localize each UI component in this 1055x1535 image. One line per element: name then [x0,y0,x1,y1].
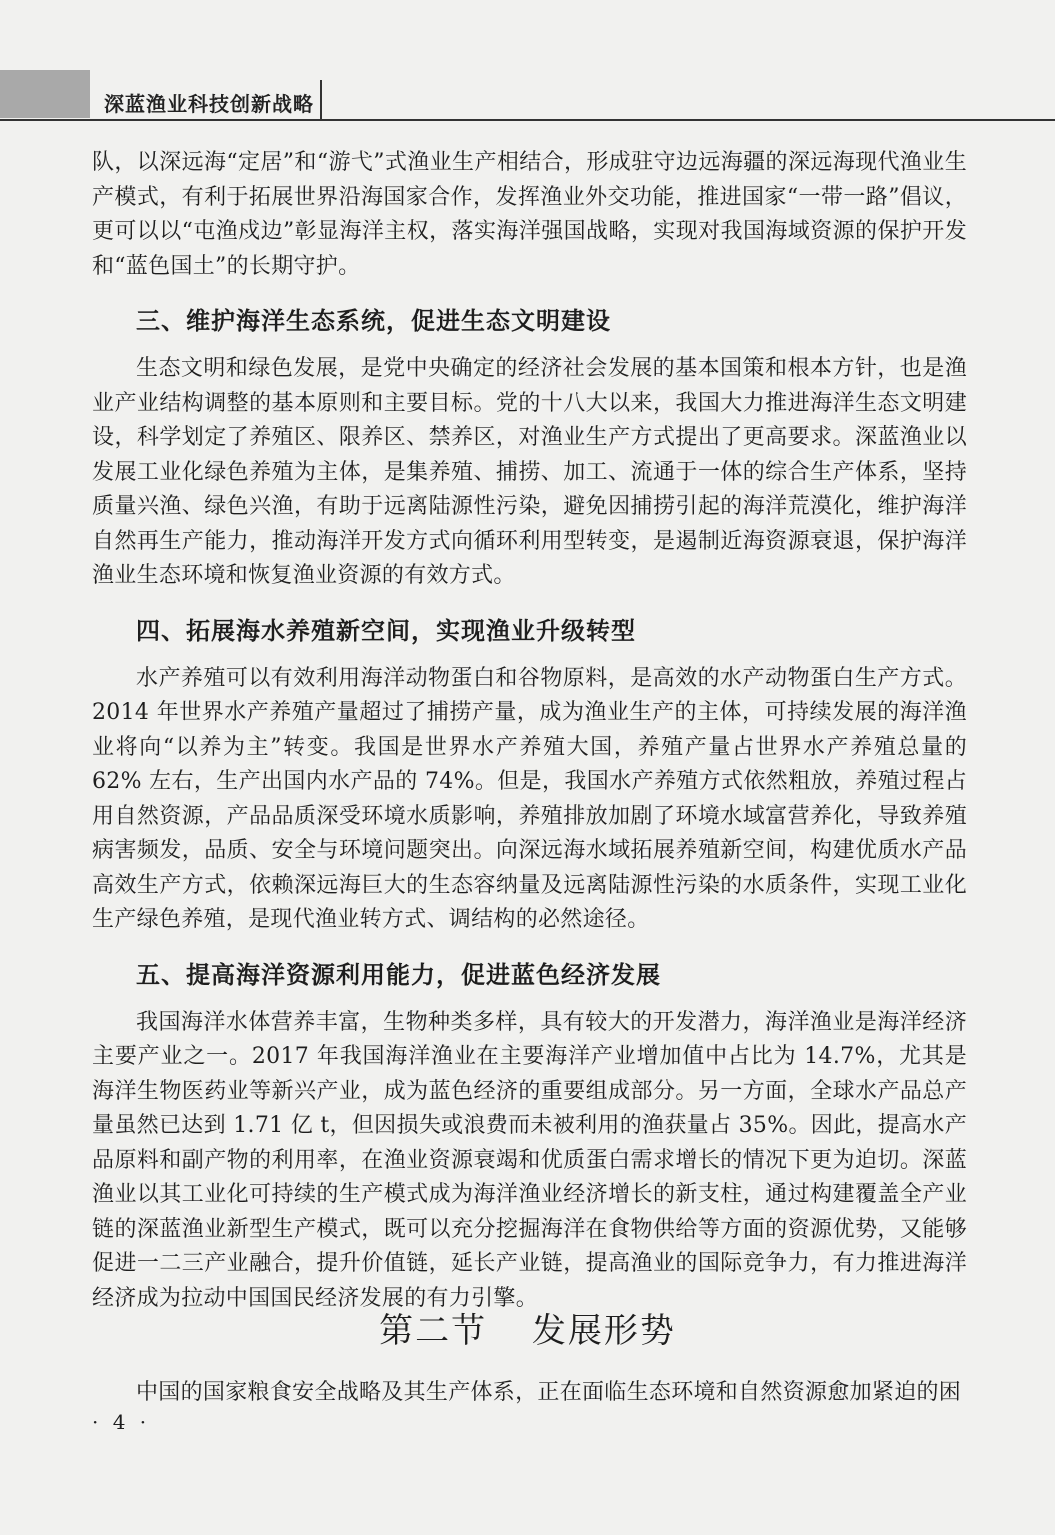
paragraph: 水产养殖可以有效利用海洋动物蛋白和谷物原料，是高效的水产动物蛋白生产方式。2014 年世界水产养殖产量超过了捕捞产量，成为渔业生产的主体，可持续发展的海洋渔业将向“以养为主”转变。我国是世界水产养殖大国，养殖产量占世界水产养殖总量的 62% 左右，生产出国内水产品的 74%。但是，我国水产养殖方式依然粗放，养殖过程占用自然资源，产品品质深受环境水质影响，养殖排放加剧了环境水域富营养化，导致养殖病害频发，品质、安全与环境问题突出。向深远海水域拓展养殖新空间，构建优质水产品高效生产方式，依赖深远海巨大的生态容纳量及远离陆源性污染的水质条件，实现工业化生产绿色养殖，是现代渔业转方式、调结构的必然途径。 [92,665,967,932]
running-title: 深蓝渔业科技创新战略 [104,92,314,116]
paragraph: 中国的国家粮食安全战略及其生产体系，正在面临生态环境和自然资源愈加紧迫的困 [136,1380,962,1405]
page-body [92,146,967,1316]
paragraph: 队，以深远海“定居”和“游弋”式渔业生产相结合，形成驻守边远海疆的深远海现代渔业生产模式，有利于拓展世界沿海国家合作，发挥渔业外交功能，推进国家“一带一路”倡议，更可以以“屯渔戍边”彰显海洋主权，落实海洋强国战略，实现对我国海域资源的保护开发和“蓝色国土”的长期守护。 [92,150,967,279]
header-gray-tab [0,70,90,118]
section-title [0,1303,1055,1352]
paragraph: 我国海洋水体营养丰富，生物种类多样，具有较大的开发潜力，海洋渔业是海洋经济主要产业之一。2017 年我国海洋渔业在主要海洋产业增加值中占比为 14.7%，尤其是海洋生物医药业等新兴产业，成为蓝色经济的重要组成部分。另一方面，全球水产品总产量虽然已达到 1.71 亿 t，但因损失或浪费而未被利用的渔获量占 35%。因此，提高水产品原料和副产物的利用率，在渔业资源衰竭和优质蛋白需求增长的情况下更为迫切。深蓝渔业以其工业化可持续的生产模式成为海洋渔业经济增长的新支柱，通过构建覆盖全产业链的深蓝渔业新型生产模式，既可以充分挖掘海洋在食物供给等方面的资源优势，又能够促进一二三产业融合，提升价值链，延长产业链，提高渔业的国际竞争力，有力推进海洋经济成为拉动中国国民经济发展的有力引擎。 [92,1009,967,1311]
section-number: 第二节 [379,1311,488,1351]
paragraph: 生态文明和绿色发展，是党中央确定的经济社会发展的基本国策和根本方针，也是渔业产业结构调整的基本原则和主要目标。党的十八大以来，我国大力推进海洋生态文明建设，科学划定了养殖区、限养区、禁养区，对渔业生产方式提出了更高要求。深蓝渔业以发展工业化绿色养殖为主体，是集养殖、捕捞、加工、流通于一体的综合生产体系，坚持质量兴渔、绿色兴渔，有助于远离陆源性污染，避免因捕捞引起的海洋荒漠化，维护海洋自然再生产能力，推动海洋开发方式向循环利用型转变，是遏制近海资源衰退，保护海洋渔业生态环境和恢复渔业资源的有效方式。 [92,356,967,588]
page-number: · 4 · [92,1410,151,1434]
section-intro [92,1376,967,1411]
subsection-heading: 五、提高海洋资源利用能力，促进蓝色经济发展 [136,960,661,989]
subsection-heading: 三、维护海洋生态系统，促进生态文明建设 [136,307,611,335]
subsection-heading: 四、拓展海水养殖新空间，实现渔业升级转型 [136,616,636,645]
header-rule [0,119,1055,121]
section-heading: 发展形势 [531,1311,676,1351]
